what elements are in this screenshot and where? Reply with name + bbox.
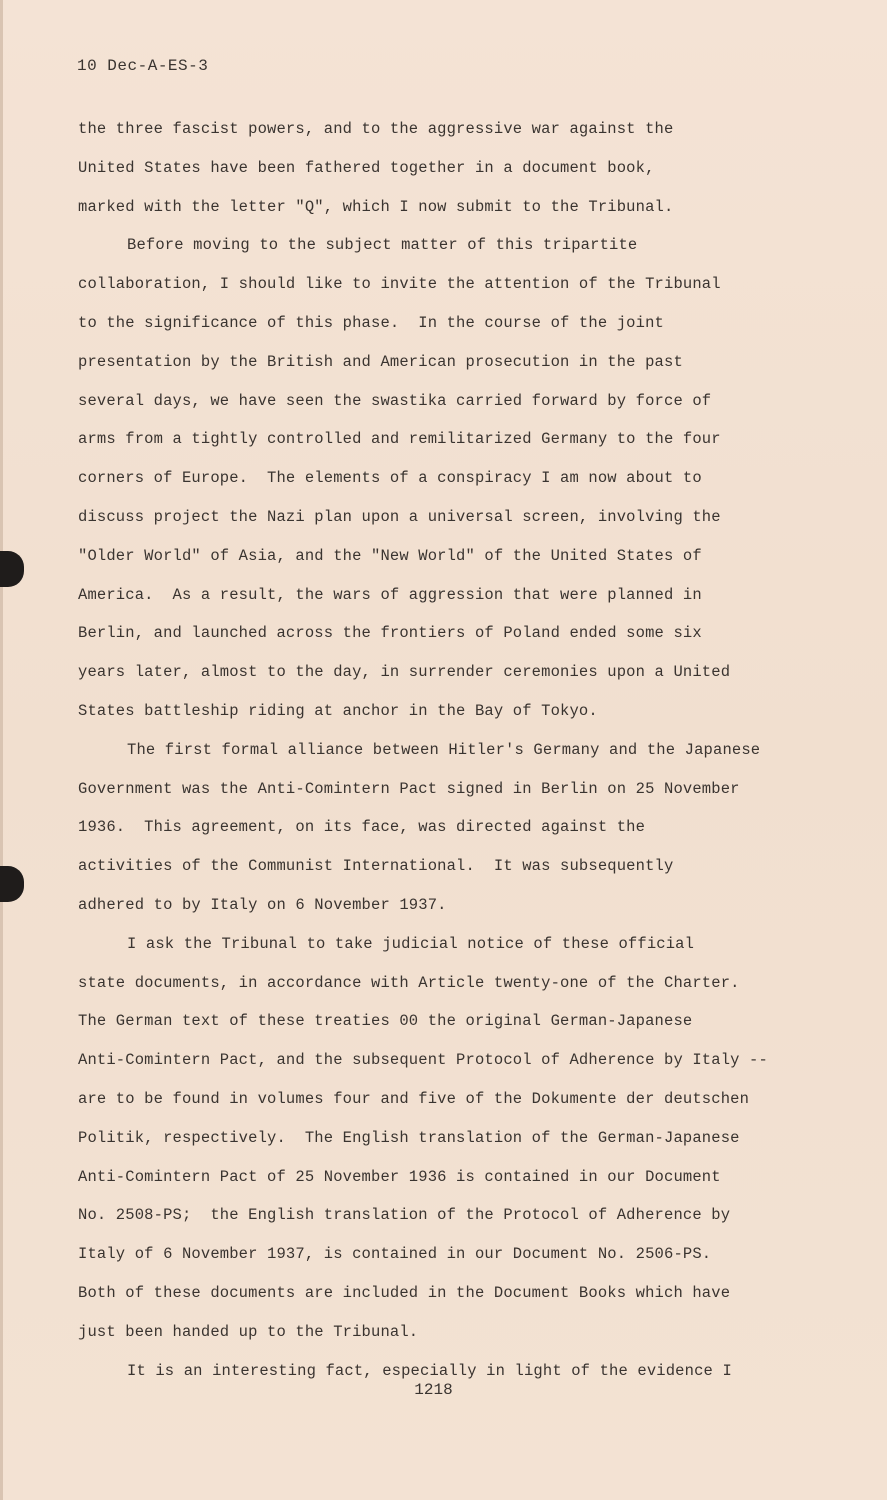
text-line: 1936. This agreement, on its face, was directed against the [78, 818, 646, 837]
text-line: state documents, in accordance with Article twenty-one of the Charter. [78, 973, 740, 992]
text-line: Italy of 6 November 1937, is contained in our Document No. 2506-PS. [78, 1245, 712, 1264]
text-line: collaboration, I should like to invite the attention of the Tribunal [78, 275, 721, 294]
text-line: Government was the Anti-Comintern Pact signed in Berlin on 25 November [78, 779, 740, 798]
text-line: No. 2508-PS; the English translation of the Protocol of Adherence by [78, 1206, 731, 1225]
text-line: the three fascist powers, and to the aggressive war against the [78, 120, 674, 138]
text-line: are to be found in volumes four and five of the Dokumente der deutschen [78, 1089, 750, 1108]
text-line: adhered to by Italy on 6 November 1937. [78, 895, 447, 914]
text-line: Both of these documents are included in the Document Books which have [78, 1283, 731, 1302]
page-number: 1218 [414, 1381, 453, 1399]
text-line: Anti-Comintern Pact, and the subsequent Protocol of Adherence by Italy -- [78, 1051, 768, 1070]
text-line: America. As a result, the wars of aggression that were planned in [78, 585, 702, 604]
text-line: Politik, respectively. The English translation of the German-Japanese [78, 1128, 740, 1147]
binder-hole-bottom [0, 866, 24, 902]
paragraph-start-line: It is an interesting fact, especially in light of the evidence I [127, 1361, 732, 1380]
document-reference: 10 Dec-A-ES-3 [77, 57, 209, 75]
text-line: United States have been fathered together in a document book, [78, 158, 655, 177]
text-line: just been handed up to the Tribunal. [78, 1322, 419, 1341]
text-line: corners of Europe. The elements of a conspiracy I am now about to [78, 469, 702, 488]
text-line: The German text of these treaties 00 the original German-Japanese [78, 1012, 693, 1031]
body-text [78, 110, 868, 1390]
text-line: arms from a tightly controlled and remilitarized Germany to the four [78, 430, 721, 449]
text-line: marked with the letter "Q", which I now submit to the Tribunal. [78, 197, 674, 216]
page-left-edge [0, 0, 3, 1500]
text-line: Anti-Comintern Pact of 25 November 1936 is contained in our Document [78, 1167, 721, 1186]
paragraph-start-line: I ask the Tribunal to take judicial notice of these official [127, 934, 695, 953]
text-line: Berlin, and launched across the frontiers of Poland ended some six [78, 624, 702, 643]
text-line: years later, almost to the day, in surrender ceremonies upon a United [78, 663, 731, 682]
text-line: activities of the Communist International. It was subsequently [78, 857, 674, 876]
text-line: several days, we have seen the swastika carried forward by force of [78, 391, 712, 410]
text-line: "Older World" of Asia, and the "New World" of the United States of [78, 546, 702, 565]
text-line: presentation by the British and American prosecution in the past [78, 352, 683, 371]
text-line: States battleship riding at anchor in the Bay of Tokyo. [78, 701, 598, 720]
paragraph-start-line: Before moving to the subject matter of this tripartite [127, 236, 638, 255]
text-line: to the significance of this phase. In the course of the joint [78, 313, 664, 332]
binder-hole-top [0, 551, 24, 587]
paragraph-start-line: The first formal alliance between Hitler's Germany and the Japanese [127, 740, 761, 759]
text-line: discuss project the Nazi plan upon a universal screen, involving the [78, 507, 721, 526]
